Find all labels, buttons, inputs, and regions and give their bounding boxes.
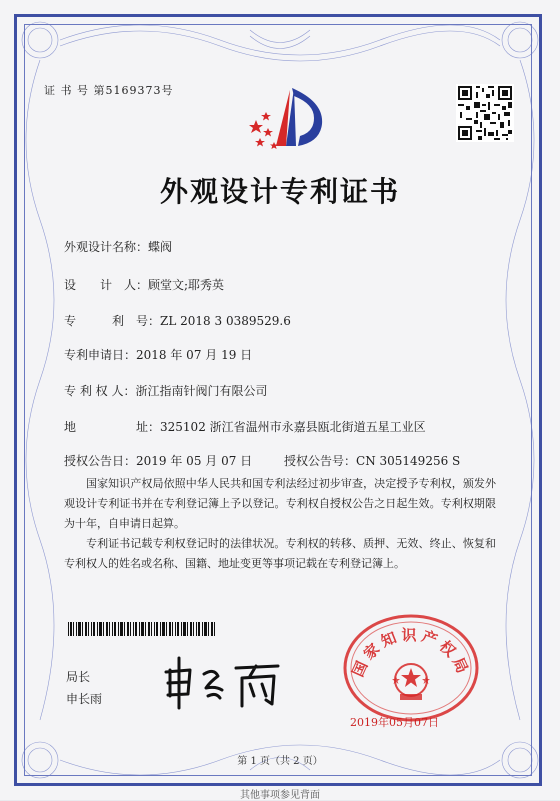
filing-date-label: 专利申请日： bbox=[64, 348, 137, 362]
certificate-number bbox=[44, 82, 174, 98]
grant-date-row bbox=[64, 452, 252, 469]
patentee-value: 浙江指南针阀门有限公司 bbox=[135, 384, 268, 398]
seal-date: 2019年05月07日 bbox=[350, 716, 439, 729]
certificate-number-label: 证 书 号 bbox=[44, 84, 89, 97]
signature-icon bbox=[160, 652, 290, 712]
barcode-icon bbox=[68, 622, 216, 636]
grant-number-row bbox=[284, 452, 460, 469]
statement-paragraph-2: 专利证书记载专利权登记时的法律状况。专利权的转移、质押、无效、终止、恢复和专利权人的姓名或名称、国籍、地址变更等事项记载在专利登记簿上。 bbox=[64, 537, 496, 570]
patent-number-label: 专 利 号： bbox=[64, 314, 161, 328]
design-name-row bbox=[64, 238, 172, 255]
certificate-number-value: 第5169373号 bbox=[93, 84, 174, 97]
address-row bbox=[64, 418, 426, 435]
patentee-label: 专 利 权 人： bbox=[64, 384, 136, 398]
certificate-title: 外观设计专利证书 bbox=[159, 175, 400, 208]
filing-date-value: 2018 年 07 月 19 日 bbox=[136, 348, 253, 362]
patent-office-logo-icon bbox=[236, 84, 332, 160]
address-value: 325102 浙江省温州市永嘉县瓯北街道五星工业区 bbox=[160, 420, 426, 434]
director-title: 局长 bbox=[66, 670, 91, 684]
designer-value: 顾堂文;耶秀英 bbox=[148, 278, 225, 292]
director-name: 申长雨 bbox=[66, 692, 103, 706]
address-label: 地 址： bbox=[64, 420, 161, 434]
designer-label: 设 计 人： bbox=[64, 278, 149, 292]
statement-paragraph-1: 国家知识产权局依照中华人民共和国专利法经过初步审查，决定授予专利权，颁发外观设计专利证书并在专利登记簿上予以登记。专利权自授权公告之日起生效。专利权期限为十年，自申请日起算。 bbox=[64, 477, 496, 530]
patent-number-value: ZL 2018 3 0389529.6 bbox=[160, 314, 291, 328]
seal-text: 国家知识产权局 bbox=[348, 625, 474, 680]
grant-date-value: 2019 年 05 月 07 日 bbox=[136, 454, 253, 468]
grant-date-label: 授权公告日： bbox=[64, 454, 137, 468]
patentee-row bbox=[64, 382, 267, 399]
grant-number-label: 授权公告号： bbox=[284, 454, 357, 468]
page-number: 第 1 页（共 2 页） bbox=[237, 756, 323, 767]
design-name-value: 蝶阀 bbox=[148, 240, 173, 254]
patent-number-row bbox=[64, 312, 291, 329]
grant-number-value: CN 305149256 S bbox=[356, 454, 461, 468]
design-name-label: 外观设计名称： bbox=[64, 240, 149, 254]
footer-note: 其他事项参见背面 bbox=[240, 790, 320, 801]
qr-code-icon bbox=[456, 84, 514, 142]
designer-row bbox=[64, 276, 224, 293]
filing-date-row bbox=[64, 346, 252, 363]
national-emblem-icon bbox=[338, 606, 484, 722]
